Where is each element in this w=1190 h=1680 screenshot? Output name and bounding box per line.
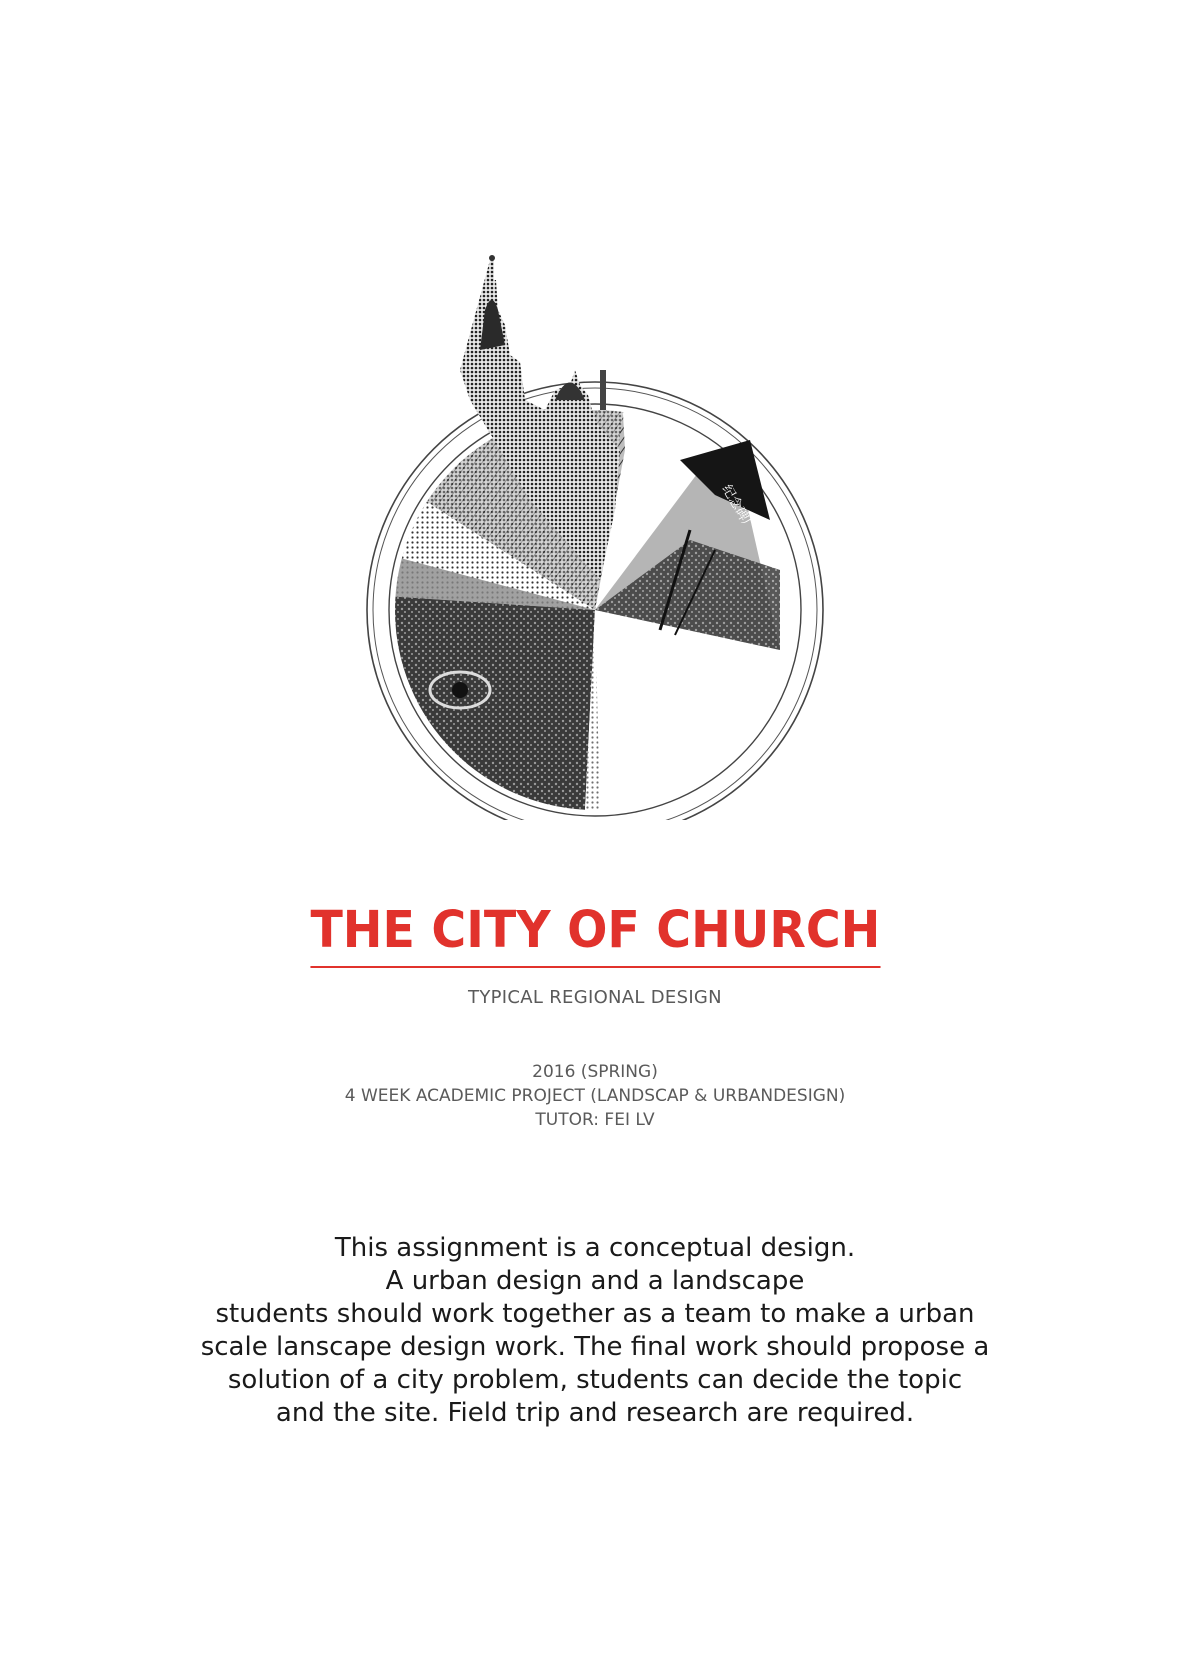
project-tutor: TUTOR: FEI LV: [535, 1110, 655, 1130]
project-description: [0, 1232, 1190, 1430]
flag-banner-text: 纪念碑广: [718, 482, 758, 536]
project-type: 4 WEEK ACADEMIC PROJECT (LANDSCAP & URBANDESIGN): [344, 1086, 846, 1106]
description-line: scale lanscape design work. The final work should propose a: [200, 1332, 990, 1362]
church-circle-collage: [330, 250, 830, 820]
page-title: THE CITY OF CHURCH: [310, 900, 880, 968]
description-line: solution of a city problem, students can decide the topic: [227, 1365, 963, 1395]
description-line: This assignment is a conceptual design.: [334, 1233, 856, 1263]
description-line: students should work together as a team to make a urban: [215, 1299, 975, 1329]
project-meta: [0, 1060, 1190, 1132]
project-date: 2016 (SPRING): [532, 1062, 658, 1082]
description-line: and the site. Field trip and research are required.: [275, 1398, 915, 1428]
title-block: [0, 900, 1190, 968]
subtitle: TYPICAL REGIONAL DESIGN: [468, 987, 722, 1008]
description-line: A urban design and a landscape: [385, 1266, 805, 1296]
